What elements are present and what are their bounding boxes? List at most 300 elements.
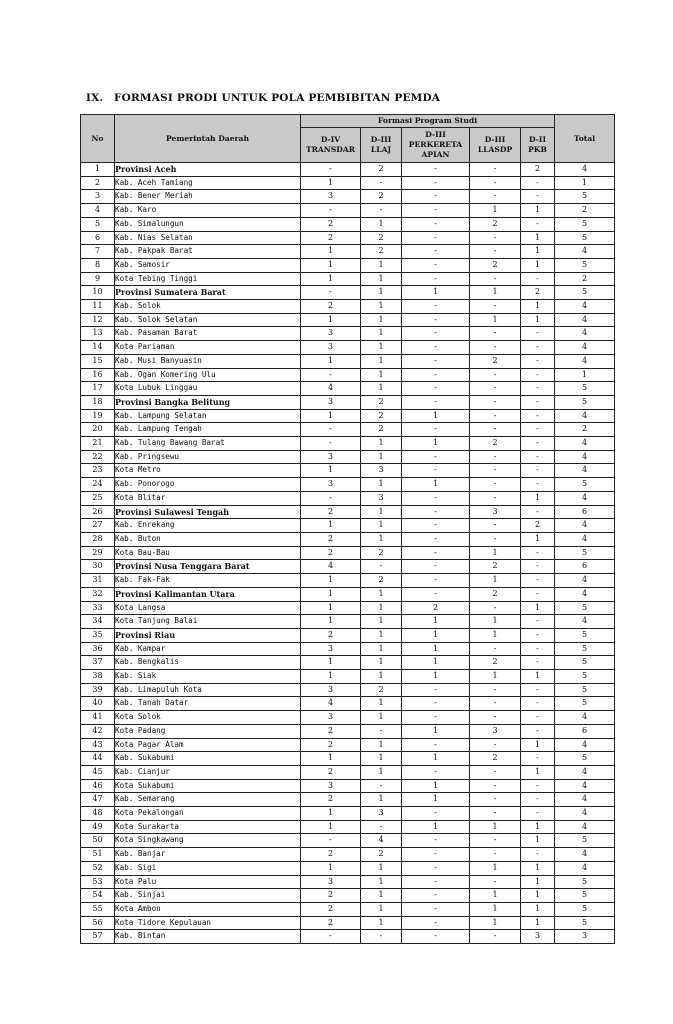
cell-d3-llaj: 1 (361, 765, 402, 779)
cell-total: 4 (555, 574, 615, 588)
table-row (81, 245, 615, 259)
cell-d3-llaj: 1 (361, 519, 402, 533)
cell-d2-pkb: 1 (521, 875, 555, 889)
cell-total: 4 (555, 409, 615, 423)
cell-d3-llasdp: - (470, 930, 521, 944)
row-region-name: Kota Bau-Bau (115, 546, 301, 560)
cell-d4-transdar: 1 (301, 519, 361, 533)
table-row (81, 341, 615, 355)
cell-total: 5 (555, 875, 615, 889)
cell-total: 5 (555, 546, 615, 560)
cell-d2-pkb: - (521, 368, 555, 382)
table-body (81, 163, 615, 944)
cell-d3-perkeretaapian: 1 (402, 752, 470, 766)
cell-d2-pkb: - (521, 409, 555, 423)
row-number: 38 (81, 670, 115, 684)
table-row (81, 395, 615, 409)
row-region-name: Kota Pekalongan (115, 807, 301, 821)
row-number: 32 (81, 587, 115, 601)
table-row (81, 628, 615, 642)
row-region-name: Kab. Banjar (115, 848, 301, 862)
table-row (81, 765, 615, 779)
cell-d2-pkb: - (521, 587, 555, 601)
row-region-name: Provinsi Nusa Tenggara Barat (115, 560, 301, 574)
row-region-name: Kab. Nias Selatan (115, 231, 301, 245)
cell-d3-llaj: 1 (361, 272, 402, 286)
cell-d2-pkb: - (521, 354, 555, 368)
row-region-name: Provinsi Riau (115, 628, 301, 642)
row-number: 41 (81, 711, 115, 725)
cell-d3-perkeretaapian: - (402, 176, 470, 190)
cell-d2-pkb: - (521, 642, 555, 656)
cell-d2-pkb: 2 (521, 286, 555, 300)
table-row (81, 930, 615, 944)
row-number: 39 (81, 683, 115, 697)
table-row (81, 615, 615, 629)
cell-d3-perkeretaapian: - (402, 231, 470, 245)
row-number: 47 (81, 793, 115, 807)
cell-d3-perkeretaapian: 2 (402, 601, 470, 615)
row-region-name: Kota Tidore Kepulauan (115, 916, 301, 930)
cell-d2-pkb: - (521, 793, 555, 807)
cell-d3-llaj: 1 (361, 505, 402, 519)
cell-d4-transdar: - (301, 491, 361, 505)
cell-d3-llasdp: - (470, 190, 521, 204)
cell-d2-pkb: 1 (521, 491, 555, 505)
cell-d2-pkb: - (521, 217, 555, 231)
cell-total: 4 (555, 437, 615, 451)
table-row (81, 848, 615, 862)
cell-d4-transdar: 2 (301, 889, 361, 903)
cell-d3-perkeretaapian: - (402, 807, 470, 821)
cell-d3-llaj: 2 (361, 395, 402, 409)
cell-d3-perkeretaapian: - (402, 697, 470, 711)
cell-d3-llasdp: - (470, 793, 521, 807)
cell-d2-pkb: - (521, 560, 555, 574)
cell-d3-llasdp: - (470, 163, 521, 177)
cell-d2-pkb: 1 (521, 820, 555, 834)
cell-d3-llaj: 1 (361, 587, 402, 601)
cell-d3-perkeretaapian: 1 (402, 628, 470, 642)
cell-d3-perkeretaapian: - (402, 587, 470, 601)
cell-d3-llaj: 1 (361, 478, 402, 492)
cell-d4-transdar: 2 (301, 505, 361, 519)
cell-d3-llasdp: - (470, 807, 521, 821)
cell-d3-llasdp: 1 (470, 670, 521, 684)
row-region-name: Provinsi Bangka Belitung (115, 395, 301, 409)
row-number: 12 (81, 313, 115, 327)
cell-total: 5 (555, 258, 615, 272)
cell-total: 5 (555, 231, 615, 245)
cell-d4-transdar: 2 (301, 916, 361, 930)
cell-d3-llasdp: 1 (470, 546, 521, 560)
row-region-name: Kab. Sukabumi (115, 752, 301, 766)
table-row (81, 875, 615, 889)
cell-total: 2 (555, 272, 615, 286)
header-d2-pkb: D-II PKB (521, 128, 555, 163)
cell-total: 1 (555, 368, 615, 382)
table-row (81, 656, 615, 670)
cell-d2-pkb: - (521, 724, 555, 738)
cell-total: 4 (555, 341, 615, 355)
row-number: 28 (81, 532, 115, 546)
cell-d4-transdar: 2 (301, 793, 361, 807)
cell-d3-llasdp: - (470, 341, 521, 355)
cell-d3-llasdp: - (470, 519, 521, 533)
table-row (81, 313, 615, 327)
row-number: 23 (81, 464, 115, 478)
cell-d4-transdar: 4 (301, 697, 361, 711)
row-number: 50 (81, 834, 115, 848)
cell-d3-llaj: - (361, 560, 402, 574)
row-region-name: Kab. Lampung Tengah (115, 423, 301, 437)
cell-d2-pkb: - (521, 546, 555, 560)
cell-total: 5 (555, 628, 615, 642)
row-region-name: Kab. Sinjai (115, 889, 301, 903)
row-number: 46 (81, 779, 115, 793)
cell-d3-llaj: 2 (361, 163, 402, 177)
cell-d4-transdar: - (301, 423, 361, 437)
cell-d4-transdar: 3 (301, 875, 361, 889)
cell-d4-transdar: 1 (301, 656, 361, 670)
header-pemda: Pemerintah Daerah (115, 115, 301, 163)
cell-d3-llaj: 1 (361, 916, 402, 930)
cell-d3-llaj: 1 (361, 902, 402, 916)
cell-d3-llaj: - (361, 779, 402, 793)
row-region-name: Kota Tanjung Balai (115, 615, 301, 629)
row-region-name: Kota Sukabumi (115, 779, 301, 793)
row-number: 33 (81, 601, 115, 615)
row-number: 30 (81, 560, 115, 574)
cell-d3-perkeretaapian: - (402, 300, 470, 314)
row-region-name: Kab. Semarang (115, 793, 301, 807)
row-number: 49 (81, 820, 115, 834)
cell-d2-pkb: - (521, 327, 555, 341)
row-number: 43 (81, 738, 115, 752)
cell-total: 5 (555, 190, 615, 204)
cell-total: 5 (555, 752, 615, 766)
cell-d4-transdar: 3 (301, 779, 361, 793)
table-row (81, 204, 615, 218)
row-region-name: Kota Pariaman (115, 341, 301, 355)
cell-d3-perkeretaapian: 1 (402, 820, 470, 834)
cell-d3-llaj: 1 (361, 532, 402, 546)
cell-d3-llaj: 1 (361, 752, 402, 766)
table-row (81, 272, 615, 286)
cell-d3-llaj: 1 (361, 354, 402, 368)
cell-d4-transdar: 1 (301, 807, 361, 821)
table-row (81, 711, 615, 725)
cell-d3-perkeretaapian: - (402, 916, 470, 930)
cell-d2-pkb: - (521, 807, 555, 821)
row-region-name: Kota Pagar Alam (115, 738, 301, 752)
row-number: 34 (81, 615, 115, 629)
cell-d3-llaj: 1 (361, 738, 402, 752)
cell-d3-perkeretaapian: - (402, 272, 470, 286)
row-number: 57 (81, 930, 115, 944)
cell-d2-pkb: - (521, 395, 555, 409)
row-region-name: Kota Padang (115, 724, 301, 738)
cell-d2-pkb: 2 (521, 519, 555, 533)
cell-d3-llaj: 1 (361, 628, 402, 642)
cell-d2-pkb: 1 (521, 916, 555, 930)
cell-d3-llaj: - (361, 724, 402, 738)
row-number: 9 (81, 272, 115, 286)
table-row (81, 738, 615, 752)
cell-d4-transdar: 2 (301, 217, 361, 231)
row-region-name: Kab. Sigi (115, 861, 301, 875)
row-number: 2 (81, 176, 115, 190)
cell-d4-transdar: 3 (301, 395, 361, 409)
row-number: 26 (81, 505, 115, 519)
table-row (81, 670, 615, 684)
cell-d3-llasdp: - (470, 300, 521, 314)
row-number: 55 (81, 902, 115, 916)
cell-d3-perkeretaapian: - (402, 341, 470, 355)
table-row (81, 916, 615, 930)
cell-d4-transdar: - (301, 204, 361, 218)
row-region-name: Kab. Bintan (115, 930, 301, 944)
cell-d3-llasdp: - (470, 368, 521, 382)
cell-d3-llasdp: - (470, 642, 521, 656)
table-row (81, 807, 615, 821)
cell-d4-transdar: 2 (301, 848, 361, 862)
row-number: 22 (81, 450, 115, 464)
cell-d3-llaj: 1 (361, 258, 402, 272)
cell-d3-perkeretaapian: - (402, 163, 470, 177)
cell-d3-perkeretaapian: - (402, 204, 470, 218)
cell-d3-llaj: 2 (361, 574, 402, 588)
cell-d2-pkb: 2 (521, 163, 555, 177)
row-region-name: Kab. Kampar (115, 642, 301, 656)
cell-d2-pkb: 1 (521, 601, 555, 615)
cell-d4-transdar: 1 (301, 587, 361, 601)
cell-d3-llaj: - (361, 820, 402, 834)
row-region-name: Kota Solok (115, 711, 301, 725)
cell-d3-llaj: 2 (361, 423, 402, 437)
cell-total: 4 (555, 820, 615, 834)
cell-d4-transdar: 1 (301, 176, 361, 190)
cell-d4-transdar: 2 (301, 765, 361, 779)
cell-d4-transdar: 1 (301, 245, 361, 259)
header-d4-transdar: D-IV TRANSDAR (301, 128, 361, 163)
row-number: 37 (81, 656, 115, 670)
cell-total: 5 (555, 478, 615, 492)
table-row (81, 902, 615, 916)
cell-d3-llasdp: 1 (470, 615, 521, 629)
cell-d3-llasdp: 1 (470, 313, 521, 327)
cell-d4-transdar: - (301, 163, 361, 177)
cell-d3-llasdp: - (470, 765, 521, 779)
cell-total: 5 (555, 683, 615, 697)
cell-total: 5 (555, 889, 615, 903)
row-region-name: Kab. Fak-Fak (115, 574, 301, 588)
cell-d3-llasdp: - (470, 779, 521, 793)
cell-d3-llaj: 2 (361, 683, 402, 697)
cell-d3-perkeretaapian: - (402, 532, 470, 546)
row-region-name: Provinsi Kalimantan Utara (115, 587, 301, 601)
section-heading (86, 92, 440, 104)
cell-total: 2 (555, 204, 615, 218)
row-number: 48 (81, 807, 115, 821)
row-region-name: Kota Ambon (115, 902, 301, 916)
row-region-name: Provinsi Aceh (115, 163, 301, 177)
cell-d3-perkeretaapian: - (402, 190, 470, 204)
cell-d2-pkb: - (521, 478, 555, 492)
cell-d3-perkeretaapian: - (402, 546, 470, 560)
cell-d2-pkb: - (521, 423, 555, 437)
table-row (81, 532, 615, 546)
cell-d2-pkb: 1 (521, 861, 555, 875)
row-region-name: Kab. Samosir (115, 258, 301, 272)
cell-total: 1 (555, 176, 615, 190)
cell-d3-llasdp: - (470, 848, 521, 862)
cell-d3-llaj: 2 (361, 231, 402, 245)
cell-d3-perkeretaapian: - (402, 683, 470, 697)
cell-d3-llaj: 1 (361, 341, 402, 355)
cell-total: 5 (555, 642, 615, 656)
table-row (81, 409, 615, 423)
row-number: 35 (81, 628, 115, 642)
table-row (81, 423, 615, 437)
cell-d3-perkeretaapian: 1 (402, 409, 470, 423)
cell-d3-perkeretaapian: 1 (402, 779, 470, 793)
row-region-name: Kab. Bengkalis (115, 656, 301, 670)
cell-d2-pkb: 1 (521, 258, 555, 272)
cell-d3-llaj: 1 (361, 300, 402, 314)
cell-d3-llaj: 1 (361, 217, 402, 231)
cell-total: 4 (555, 450, 615, 464)
header-d3-llaj: D-III LLAJ (361, 128, 402, 163)
row-region-name: Kab. Siak (115, 670, 301, 684)
row-region-name: Kab. Aceh Tamiang (115, 176, 301, 190)
cell-d2-pkb: - (521, 615, 555, 629)
cell-d3-llasdp: 2 (470, 560, 521, 574)
row-number: 19 (81, 409, 115, 423)
row-region-name: Kab. Musi Banyuasin (115, 354, 301, 368)
cell-d2-pkb: - (521, 574, 555, 588)
table-row (81, 491, 615, 505)
cell-d3-llaj: 1 (361, 861, 402, 875)
row-region-name: Kab. Simalungun (115, 217, 301, 231)
row-region-name: Kab. Tanah Datar (115, 697, 301, 711)
cell-d3-llasdp: 1 (470, 204, 521, 218)
row-region-name: Kota Tebing Tinggi (115, 272, 301, 286)
cell-d3-llaj: 1 (361, 382, 402, 396)
cell-d3-perkeretaapian: - (402, 930, 470, 944)
cell-d3-llaj: 2 (361, 546, 402, 560)
cell-d3-llasdp: 2 (470, 752, 521, 766)
cell-d2-pkb: - (521, 437, 555, 451)
row-number: 25 (81, 491, 115, 505)
row-number: 44 (81, 752, 115, 766)
cell-d3-llasdp: 1 (470, 628, 521, 642)
section-number: IX. (86, 92, 104, 104)
cell-total: 4 (555, 464, 615, 478)
cell-d4-transdar: 1 (301, 574, 361, 588)
cell-d2-pkb: 1 (521, 300, 555, 314)
cell-d3-llaj: 1 (361, 670, 402, 684)
cell-d3-perkeretaapian: - (402, 875, 470, 889)
cell-d3-perkeretaapian: 1 (402, 793, 470, 807)
table-row (81, 478, 615, 492)
row-region-name: Kota Lubuk Linggau (115, 382, 301, 396)
formation-table (80, 114, 615, 944)
cell-d2-pkb: 1 (521, 902, 555, 916)
row-region-name: Kab. Ponorogo (115, 478, 301, 492)
table-row (81, 382, 615, 396)
cell-d3-llasdp: 1 (470, 902, 521, 916)
cell-total: 6 (555, 724, 615, 738)
row-region-name: Kab. Buton (115, 532, 301, 546)
cell-d3-llasdp: 1 (470, 889, 521, 903)
cell-total: 4 (555, 779, 615, 793)
row-number: 7 (81, 245, 115, 259)
row-number: 13 (81, 327, 115, 341)
cell-d4-transdar: 1 (301, 752, 361, 766)
row-region-name: Kab. Pasaman Barat (115, 327, 301, 341)
cell-d2-pkb: 1 (521, 738, 555, 752)
cell-total: 6 (555, 560, 615, 574)
table-row (81, 354, 615, 368)
row-number: 14 (81, 341, 115, 355)
row-number: 4 (81, 204, 115, 218)
cell-d3-perkeretaapian: - (402, 560, 470, 574)
cell-d3-llasdp: - (470, 697, 521, 711)
cell-d3-perkeretaapian: - (402, 738, 470, 752)
cell-d3-llaj: 1 (361, 875, 402, 889)
cell-d4-transdar: 1 (301, 670, 361, 684)
cell-total: 4 (555, 163, 615, 177)
cell-d3-llaj: 1 (361, 889, 402, 903)
row-number: 3 (81, 190, 115, 204)
cell-d2-pkb: 1 (521, 889, 555, 903)
cell-d3-perkeretaapian: - (402, 464, 470, 478)
row-number: 54 (81, 889, 115, 903)
row-region-name: Kota Singkawang (115, 834, 301, 848)
row-region-name: Kota Blitar (115, 491, 301, 505)
row-region-name: Kota Palu (115, 875, 301, 889)
cell-d2-pkb: 1 (521, 765, 555, 779)
cell-d2-pkb: - (521, 779, 555, 793)
row-region-name: Kota Langsa (115, 601, 301, 615)
cell-d4-transdar: 2 (301, 724, 361, 738)
cell-d3-llaj: 1 (361, 437, 402, 451)
cell-total: 4 (555, 738, 615, 752)
row-number: 51 (81, 848, 115, 862)
row-number: 15 (81, 354, 115, 368)
cell-d3-perkeretaapian: 1 (402, 670, 470, 684)
cell-d3-llasdp: 1 (470, 861, 521, 875)
cell-d3-perkeretaapian: - (402, 313, 470, 327)
header-group: Formasi Program Studi (301, 115, 555, 128)
table-row (81, 519, 615, 533)
table-row (81, 793, 615, 807)
table-row (81, 752, 615, 766)
cell-d4-transdar: 1 (301, 601, 361, 615)
row-number: 18 (81, 395, 115, 409)
header-total: Total (555, 115, 615, 163)
cell-d3-perkeretaapian: 1 (402, 724, 470, 738)
table-row (81, 697, 615, 711)
cell-d3-llasdp: - (470, 532, 521, 546)
cell-total: 5 (555, 916, 615, 930)
cell-total: 5 (555, 656, 615, 670)
cell-d2-pkb: - (521, 176, 555, 190)
cell-d4-transdar: 3 (301, 683, 361, 697)
cell-d3-perkeretaapian: - (402, 902, 470, 916)
cell-d3-perkeretaapian: - (402, 765, 470, 779)
